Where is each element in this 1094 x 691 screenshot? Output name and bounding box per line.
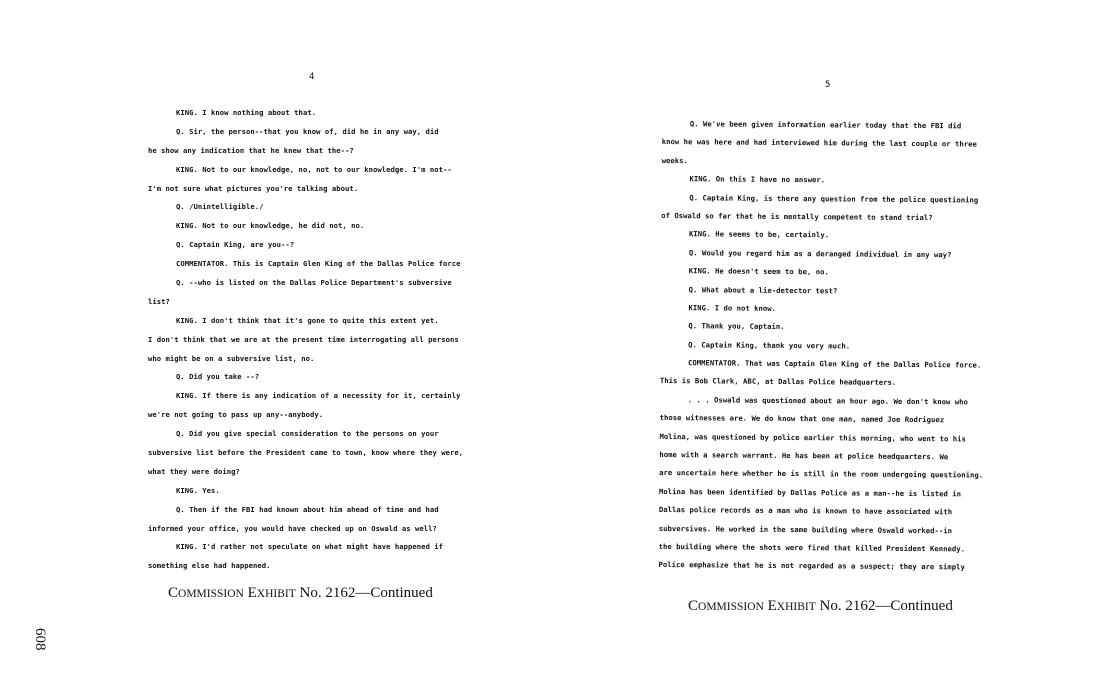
left-exhibit-caption: COMMISSION EXHIBIT No. 2162—Continued <box>168 585 433 601</box>
left-page-text <box>148 104 508 576</box>
text-line: KING. He doesn't seem to be, no. <box>688 266 829 277</box>
text-line: what they were doing? <box>148 466 240 476</box>
text-line: Q. --who is listed on the Dallas Police Department's subversive <box>176 278 452 288</box>
text-line: Q. What about a lie-detector test? <box>688 284 838 295</box>
text-line: I don't think that we are at the present time interrogating all persons <box>148 334 459 344</box>
text-line: Q. Captain King, thank you very much. <box>688 339 851 351</box>
text-line: Q. Then if the FBI had known about him ahead of time and had <box>176 504 439 514</box>
left-page-number: 4 <box>309 72 315 82</box>
text-line: Dallas police records as a man who is known to have associated with <box>658 505 953 517</box>
text-line: I'm not sure what pictures you're talking about. <box>148 183 359 193</box>
text-line: KING. I do not know. <box>688 303 777 313</box>
text-line: KING. Not to our knowledge, no, not to our knowledge. I'm not-- <box>176 164 452 174</box>
text-line: subversive list before the President came to town, know where they were, <box>148 448 464 458</box>
text-line: know he was here and had interviewed him during the last couple or three <box>661 137 977 149</box>
text-line: KING. He seems to be, certainly. <box>689 229 830 240</box>
text-line: the building where the shots were fired that killed President Kennedy. <box>658 541 966 554</box>
text-line: of Oswald so far that he is mentally competent to stand trial? <box>661 210 933 223</box>
text-line: Q. We've been given information earlier today that the FBI did <box>689 119 962 131</box>
text-line: Molina has been identified by Dallas Police as a man--he is listed in <box>659 486 962 499</box>
text-line: KING. On this I have no answer. <box>689 174 826 185</box>
text-line: KING. I'd rather not speculate on what might have happened if <box>176 542 444 552</box>
text-line: KING. Not to our knowledge, he did not, no. <box>176 221 365 231</box>
text-line: KING. I don't think that it's gone to quite this extent yet. <box>176 315 439 325</box>
text-line: Police emphasize that he is not regarded as a suspect; they are simply <box>658 560 965 572</box>
text-line: Q. Would you regard him as a deranged individual in any way? <box>688 247 952 260</box>
side-page-number: 608 <box>32 628 48 651</box>
text-line: Molina, was questioned by police earlier this morning, who went to his <box>659 431 966 444</box>
text-line: are uncertain here whether he is still in the room undergoing questioning. <box>659 468 984 480</box>
text-line: Q. Captain King, is there any question from the police questioning <box>689 192 979 205</box>
text-line: Q. Did you take --? <box>176 372 260 382</box>
text-line: those witnesses are. We do know that one man, named Joe Rodriguez <box>659 413 945 425</box>
text-line: COMMENTATOR. That was Captain Glen King of the Dallas Police force. <box>688 358 982 370</box>
text-line: we're not going to pass up any--anybody. <box>148 410 324 420</box>
text-line: home with a search warrant. He has been at police headquarters. We <box>659 450 949 462</box>
text-line: he show any indication that he knew that the--? <box>148 145 354 155</box>
text-line: KING. I know nothing about that. <box>176 108 317 117</box>
right-exhibit-caption: COMMISSION EXHIBIT No. 2162—Continued <box>688 598 953 614</box>
text-line: informed your office, you would have checked up on Oswald as well? <box>148 523 437 533</box>
right-page-number: 5 <box>825 80 831 90</box>
text-line: KING. Yes. <box>176 485 220 495</box>
text-line: COMMENTATOR. This is Captain Glen King of the Dallas Police force <box>176 259 461 269</box>
right-page-text <box>658 115 1022 578</box>
text-line: weeks. <box>661 155 688 165</box>
text-line: subversives. He worked in the same building where Oswald worked--in <box>658 523 953 535</box>
text-line: KING. If there is any indication of a necessity for it, certainly <box>176 391 461 401</box>
text-line: This is Bob Clark, ABC, at Dallas Police headquarters. <box>659 376 897 388</box>
text-line: who might be on a subversive list, no. <box>148 353 315 363</box>
text-line: Q. Thank you, Captain. <box>688 321 785 332</box>
text-line: . . . Oswald was questioned about an hour ago. We don't know who <box>687 395 968 407</box>
text-line: Q. Did you give special consideration to the persons on your <box>176 429 439 439</box>
text-line: Q. Captain King, are you--? <box>176 240 295 250</box>
text-line: Q. Sir, the person--that you know of, did he in any way, did <box>176 126 439 136</box>
text-line: list? <box>148 296 170 306</box>
text-line: Q. /Unintelligible./ <box>176 202 264 212</box>
text-line: something else had happened. <box>148 561 271 571</box>
